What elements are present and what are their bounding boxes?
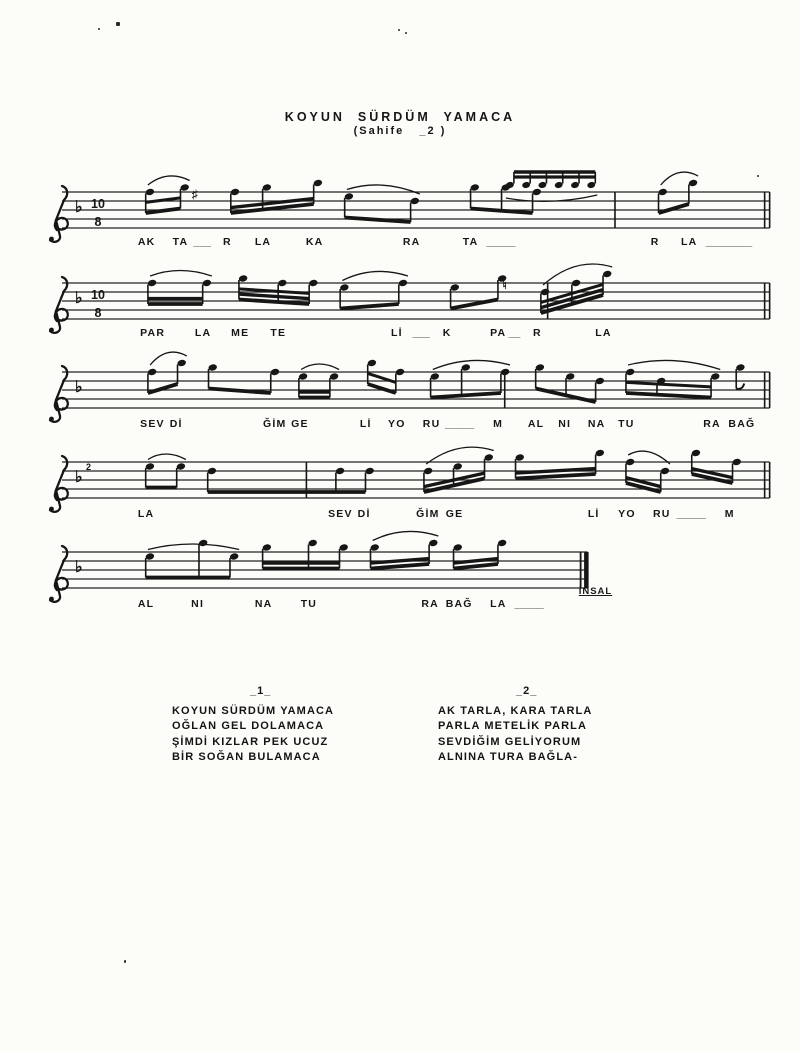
verse-1-line-4: BİR SOĞAN BULAMACA: [172, 751, 321, 763]
lyric-extender: _____: [514, 598, 544, 610]
lyric-syllable: TU: [300, 598, 318, 610]
lyric-syllable: SEV: [140, 418, 165, 430]
lyric-syllable: RA: [402, 236, 421, 248]
lyric-extender: ________: [705, 236, 753, 248]
verse-1-number: _1_: [250, 685, 272, 697]
verse-1-line-3: ŞİMDİ KIZLAR PEK UCUZ: [172, 735, 329, 748]
treble-clef-icon: [49, 456, 68, 512]
small-figure: 2: [86, 462, 92, 472]
verse-2-number: _2_: [516, 685, 538, 697]
lyric-syllable: YO: [388, 418, 406, 430]
lyric-syllable: RU: [422, 418, 441, 430]
lyric-syllable: LA: [254, 236, 272, 248]
scan-speck: [116, 22, 120, 26]
treble-clef-icon: [49, 366, 68, 422]
lyric-syllable: RA: [703, 418, 721, 430]
lyric-syllable: R: [650, 236, 660, 248]
lyric-syllable: SEV: [328, 508, 353, 520]
lyric-syllable: AK: [137, 236, 156, 248]
lyric-syllable: ĞİM: [262, 418, 287, 430]
lyric-syllable: TA: [172, 236, 189, 248]
lyric-syllable: M: [493, 418, 504, 430]
staff-system-4: [40, 432, 780, 528]
verse-block-1: [172, 684, 402, 766]
lyric-syllable: BAĞ: [445, 598, 473, 610]
scan-speck: [398, 29, 400, 31]
lyric-syllable: RU: [652, 508, 671, 520]
flat-sign: ♭: [75, 469, 83, 486]
lyric-syllable: KA: [305, 236, 324, 248]
verse-2-line-4: ALNINA TURA BAĞLA-: [438, 751, 578, 763]
lyric-syllable: NI: [558, 418, 572, 430]
verse-2-line-1: AK TARLA, KARA TARLA: [438, 704, 593, 717]
lyric-syllable: GE: [291, 418, 309, 430]
flat-sign: ♭: [75, 559, 83, 576]
lyric-syllable: Lİ: [390, 327, 403, 339]
verse-block-2: [438, 684, 668, 766]
scan-speck: [124, 960, 126, 963]
flat-sign: ♭: [75, 379, 83, 396]
lyric-syllable: R: [223, 236, 232, 248]
lyric-syllable: AL: [137, 598, 155, 610]
flat-sign: ♭: [75, 290, 83, 307]
lyric-extender: ___: [412, 327, 430, 339]
lyric-syllable: K: [442, 327, 452, 339]
lyric-syllable: LA: [490, 598, 507, 610]
lyric-syllable: TE: [270, 327, 287, 339]
lyric-syllable: YO: [618, 508, 636, 520]
scan-speck: [405, 32, 407, 34]
lyric-syllable: RA: [421, 598, 439, 610]
lyric-syllable: LA: [194, 327, 212, 339]
lyric-syllable: PAR: [140, 327, 166, 339]
lyric-extender: _____: [445, 418, 475, 430]
time-signature-bottom: 8: [94, 215, 102, 229]
staff-system-2: [40, 253, 780, 349]
lyric-syllable: LA: [595, 327, 612, 339]
lyric-syllable: LA: [681, 236, 698, 248]
lyric-syllable: M: [724, 508, 735, 520]
lyric-extender: _____: [676, 508, 706, 520]
treble-clef-icon: [49, 186, 68, 242]
verse-2-line-2: PARLA METELİK PARLA: [438, 720, 588, 732]
flat-sign: ♭: [75, 199, 83, 216]
arranger-signature: İNSAL: [578, 586, 613, 597]
lyric-syllable: AL: [527, 418, 545, 430]
staff-system-1: [40, 162, 780, 258]
lyric-syllable: Lİ: [587, 508, 600, 520]
lyric-extender: _____: [486, 236, 516, 248]
verse-1-line-1: KOYUN SÜRDÜM YAMACA: [172, 704, 335, 717]
lyric-syllable: ĞİM: [416, 508, 440, 520]
verse-2-line-3: SEVDİĞİM GELİYORUM: [438, 735, 582, 748]
scan-speck: [98, 28, 100, 30]
lyric-syllable: NA: [254, 598, 273, 610]
lyric-syllable: LA: [137, 508, 155, 520]
lyric-syllable: Dİ: [357, 508, 371, 520]
lyric-syllable: Lİ: [359, 418, 372, 430]
lyric-syllable: GE: [445, 508, 464, 520]
lyric-syllable: TU: [618, 418, 635, 430]
time-signature-top: 10: [91, 197, 105, 211]
song-title: KOYUN SÜRDÜM YAMACA: [284, 110, 516, 124]
treble-clef-icon: [49, 546, 68, 602]
page-subtitle: (Sahife _2 ): [353, 125, 447, 137]
lyric-extender: __: [508, 327, 521, 339]
natural-sign: ♮: [502, 278, 507, 292]
lyric-extender: ___: [193, 236, 211, 248]
lyric-syllable: NA: [587, 418, 606, 430]
lyric-syllable: Dİ: [169, 418, 183, 430]
treble-clef-icon: [49, 277, 68, 333]
lyric-syllable: ME: [231, 327, 250, 339]
lyric-syllable: R: [533, 327, 542, 339]
staff-system-3: [40, 342, 780, 438]
lyric-syllable: BAĞ: [728, 418, 756, 430]
lyric-syllable: NI: [191, 598, 205, 610]
time-signature-bottom: 8: [94, 306, 102, 320]
time-signature-top: 10: [91, 288, 105, 302]
sharp-sign: ♯: [191, 187, 198, 201]
lyric-syllable: PA: [490, 327, 507, 339]
staff-system-5: [40, 522, 780, 618]
verse-1-line-2: OĞLAN GEL DOLAMACA: [172, 720, 325, 732]
lyric-syllable: TA: [462, 236, 479, 248]
